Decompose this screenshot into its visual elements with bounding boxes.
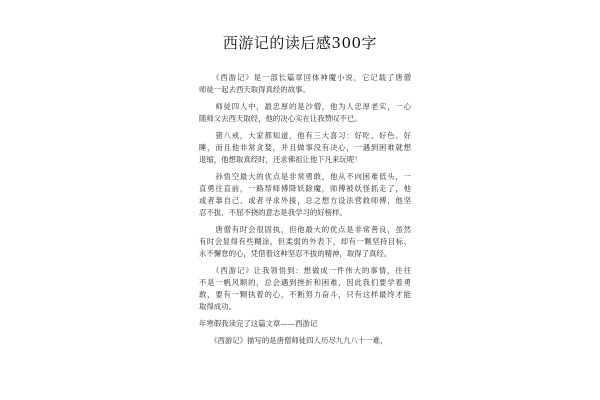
text-line: 永不懈怠的心，凭借着这种坚忍不拔的精神，取得了真经。	[199, 249, 392, 259]
text-line: 猪八戒，大家都知道，他有三大喜习：好吃、好色、好	[199, 130, 411, 140]
text-line: 《西游记》描写的是唐僧师徒四人历尽九九八十一难，	[199, 335, 388, 345]
text-line: 孙悟空最大的优点是非常勇敢，他从不向困难低头，一	[199, 171, 411, 181]
text-line: 有时会显得有些糊涂，但柔弱的外表下，却有一颗坚持目标、	[199, 237, 411, 247]
text-line: 敢，要有一颗执着的心，不断努力奋斗，只有这样最终才能	[199, 290, 411, 300]
text-line: 退缩，他想取真经时，还求佛祖让他下凡来玩呢！	[199, 155, 362, 165]
text-line: 《西游记》让我领悟到：想做成一件伟大的事情，往往	[199, 265, 411, 275]
document-body	[199, 72, 411, 347]
document-title: 西游记的读后感300字	[222, 34, 378, 52]
text-line: 忍不拔、不屈不挠的意志是我学习的好榜样。	[199, 208, 347, 218]
text-line: 或者靠自己、或者寻求外援，总之想方设法营救师傅，他坚	[199, 196, 411, 206]
text-line: 师徒四人中，最忠厚的是沙僧，他为人忠厚老实，一心	[199, 101, 411, 111]
text-line: 年寒假我读完了这篇文章——西游记	[199, 319, 318, 329]
text-line: 随师父去西天取经，他的决心实在让我赞叹不已。	[199, 114, 362, 124]
text-line: 睡，而且他非常贪婪，并且做事没有决心，一遇到困难就想	[199, 142, 411, 152]
text-line: 《西游记》是一部长篇章回体神魔小说，它记载了唐僧	[199, 73, 411, 82]
text-line: 唐僧有时会很固执，但他最大的优点是非常善良，虽然	[199, 224, 411, 234]
text-line: 师徒一起去西天取得真经的故事。	[199, 85, 310, 95]
text-line: 直勇往直前，一路帮师傅降妖除魔，师傅被妖怪抓走了，他	[199, 183, 411, 193]
text-line: 取得成功。	[199, 302, 236, 312]
text-line: 不是一帆风顺的，总会遇到挫折和困难，因此我们要学着勇	[199, 278, 411, 288]
